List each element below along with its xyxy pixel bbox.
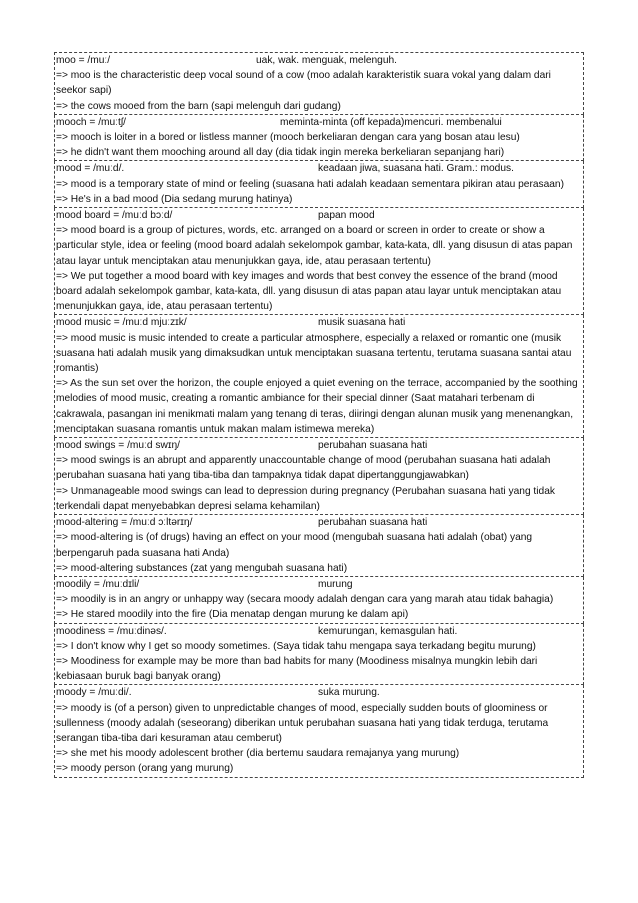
entry-line: => he didn't want them mooching around all day (dia tidak ingin mereka berkeliaran sepanjang hari)	[56, 147, 505, 159]
entry-heading	[56, 624, 582, 639]
entry-heading	[56, 577, 582, 592]
entry-term: mood music = /muːd mjuːzɪk/	[56, 317, 187, 329]
entry-term: mooch = /muːtʃ/	[56, 116, 126, 128]
entry-line: => As the sun set over the horizon, the couple enjoyed a quiet evening on the terrace, accompanied by the soothing melodies of mood music, creating a romantic ambiance for their special dinner (Saat matahari terbenam di cakrawala, pasangan ini menikmati malam yang tenang di teras, diiringi dengan alunan musik yang menenangkan, menciptakan suasana romantis untuk makan malam istimewa mereka)	[56, 378, 578, 435]
entry-translation: papan mood	[318, 210, 375, 222]
entry-line: => mood is a temporary state of mind or feeling (suasana hati adalah keadaan sementara pikiran atau perasaan)	[56, 178, 564, 190]
dictionary-entry	[54, 685, 584, 777]
entry-line: => the cows mooed from the barn (sapi melenguh dari gudang)	[56, 100, 341, 112]
entry-translation: perubahan suasana hati	[318, 517, 428, 529]
entry-line: => We put together a mood board with key images and words that best convey the essence of the brand (mood board adalah sekelompok gambar, kata-kata, dll. yang disusun di atas papan atau layar untuk menciptakan atau menunjukkan gaya, ide, atau perasaan tertentu)	[56, 270, 562, 313]
entry-term: moodiness = /muːdinəs/.	[56, 625, 167, 637]
entry-line: => He stared moodily into the fire (Dia menatap dengan murung ke dalam api)	[56, 609, 409, 621]
entry-line: => Moodiness for example may be more than bad habits for many (Moodiness misalnya mungkin lebih dari kebiasaan buruk bagi banyak orang)	[56, 655, 538, 683]
entry-line: => moo is the characteristic deep vocal sound of a cow (moo adalah karakteristik suara vokal yang dalam dari seekor sapi)	[56, 70, 551, 97]
entry-translation: musik suasana hati	[318, 317, 406, 329]
entry-translation: kemurungan, kemasgulan hati.	[318, 625, 458, 637]
entry-heading	[56, 208, 582, 223]
dictionary-entry	[54, 52, 584, 115]
entry-translation: murung	[318, 578, 353, 590]
entry-line: => mood-altering is (of drugs) having an effect on your mood (mengubah suasana hati adalah (obat) yang berpengaruh pada suasana hati Anda)	[56, 532, 533, 559]
entry-heading	[56, 438, 582, 453]
entry-line: => mood-altering substances (zat yang mengubah suasana hati)	[56, 562, 348, 574]
dictionary-entry	[54, 438, 584, 515]
dictionary-page	[54, 52, 584, 778]
entry-line: => mood board is a group of pictures, words, etc. arranged on a board or screen in order to create or show a particular style, idea or feeling (mood board adalah sekelompok gambar, kata-kata, dll. yang disusun di atas papan atau layar untuk menciptakan atau menunjukkan gaya, ide, atau perasaan tertentu)	[56, 225, 573, 267]
entry-term: mood = /muːd/.	[56, 163, 125, 175]
entry-translation: uak, wak. menguak, melenguh.	[256, 55, 398, 66]
entry-term: mood-altering = /muːd ɔːltərɪŋ/	[56, 517, 193, 529]
entry-heading	[56, 685, 582, 700]
dictionary-entry	[54, 315, 584, 438]
entry-term: mood board = /muːd bɔːd/	[56, 210, 173, 222]
entry-term: moo = /muː/	[56, 55, 111, 66]
dictionary-entry	[54, 624, 584, 686]
dictionary-entry	[54, 577, 584, 624]
entry-term: mood swings = /muːd swɪŋ/	[56, 440, 180, 452]
entry-translation: meminta-minta (off kepada)mencuri. membenalui	[280, 116, 502, 128]
entry-translation: keadaan jiwa, suasana hati. Gram.: modus.	[318, 163, 514, 175]
entry-heading	[56, 115, 582, 130]
entry-translation: suka murung.	[318, 687, 380, 699]
dictionary-entry	[54, 208, 584, 315]
entry-line: => I don't know why I get so moody sometimes. (Saya tidak tahu mengapa saya terkadang begitu murung)	[56, 640, 536, 652]
entry-line: => mooch is loiter in a bored or listless manner (mooch berkeliaran dengan cara yang bosan atau lesu)	[56, 132, 520, 144]
dictionary-entry	[54, 115, 584, 162]
entry-line: => mood music is music intended to create a particular atmosphere, especially a relaxed or romantic one (musik suasana hati adalah musik yang dimaksudkan untuk menciptakan suasana tertentu, terutama suasana santai atau romantis)	[56, 332, 572, 375]
entry-heading	[56, 161, 582, 176]
entry-line: => moody person (orang yang murung)	[56, 763, 234, 775]
entry-heading	[56, 315, 582, 330]
entry-term: moody = /muːdi/.	[56, 687, 132, 699]
entry-line: => Unmanageable mood swings can lead to depression during pregnancy (Perubahan suasana hati yang tidak terkendali dapat menyebabkan depresi selama kehamilan)	[56, 485, 555, 512]
entry-term: moodily = /muːdɪli/	[56, 578, 140, 590]
entry-line: => mood swings is an abrupt and apparently unaccountable change of mood (perubahan suasana hati adalah perubahan suasana hati yang tiba-tiba dan tampaknya tidak dapat dipertanggungjawabkan)	[56, 455, 551, 482]
entry-line: => He's in a bad mood (Dia sedang murung hatinya)	[56, 193, 293, 205]
dictionary-entry	[54, 515, 584, 577]
entry-line: => she met his moody adolescent brother (dia bertemu saudara remajanya yang murung)	[56, 748, 460, 760]
entry-translation: perubahan suasana hati	[318, 440, 428, 452]
entry-line: => moody is (of a person) given to unpredictable changes of mood, especially sudden bouts of gloominess or sullenness (moody adalah (seseorang) diberikan untuk perubahan suasana hati yang tidak terduga, terutama serangan tiba-tiba dari kesuraman atau cemberut)	[56, 702, 549, 744]
dictionary-entry	[54, 161, 584, 208]
entry-heading	[56, 515, 582, 530]
entry-heading	[56, 53, 582, 68]
entry-line: => moodily is in an angry or unhappy way (secara moody adalah dengan cara yang marah atau tidak bahagia)	[56, 594, 554, 606]
